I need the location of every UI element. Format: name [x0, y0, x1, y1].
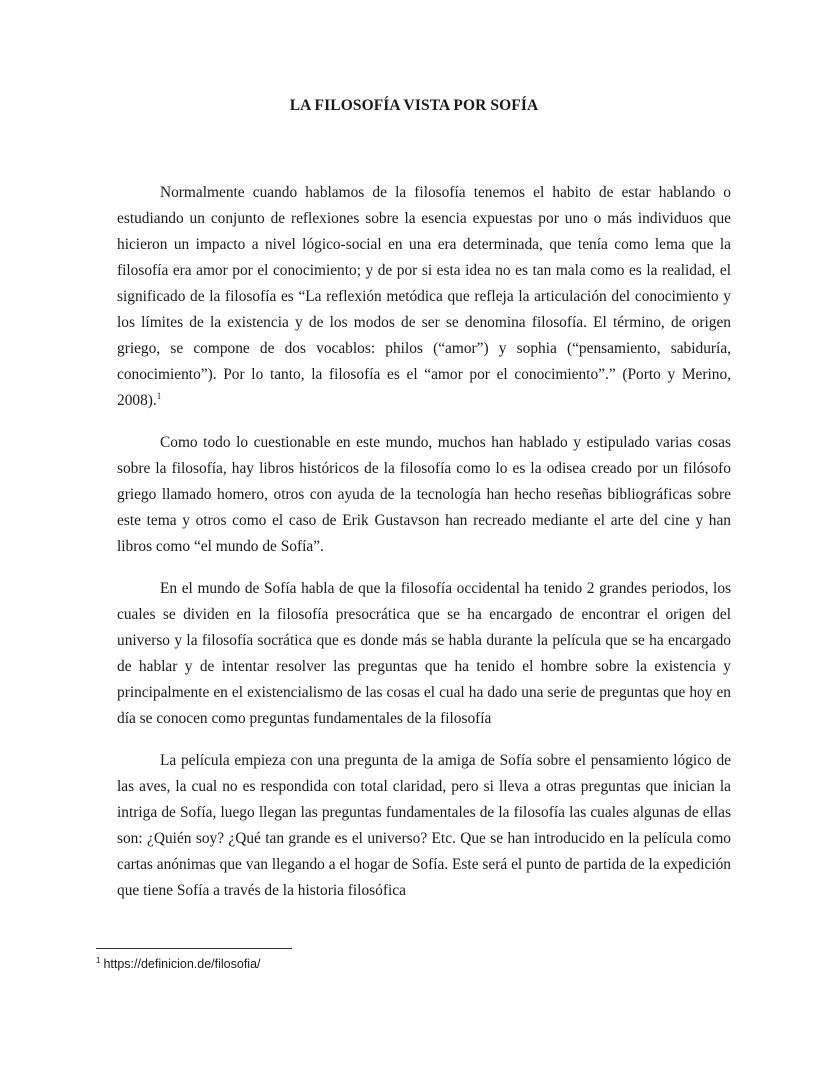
paragraph-4: La película empieza con una pregunta de la amiga de Sofía sobre el pensamiento lógico de las aves, la cual no es respondida con total claridad, pero si lleva a otras preguntas que inician la intriga de Sofía, luego llegan las preguntas fundamentales de la filosofía las cuales algunas de ellas son: ¿Quién soy? ¿Qué tan grande es el universo? Etc. Que se han introducido en la película como cartas anónimas que van llegando a el hogar de Sofía. Este será el punto de partida de la expedición que tiene Sofía a través de la historia filosófica — [117, 752, 731, 899]
paragraph-3: En el mundo de Sofía habla de que la filosofía occidental ha tenido 2 grandes periodos, los cuales se dividen en la filosofía presocrática que se ha encargado de encontrar el origen del universo y la filosofía socrática que es donde más se habla durante la película que se ha encargado de hablar y de intentar resolver las preguntas que ha tenido el hombre sobre la existencia y principalmente en el existencialismo de las cosas el cual ha dado una serie de preguntas que hoy en día se conocen como preguntas fundamentales de la filosofía — [117, 580, 731, 727]
footnote-reference[interactable]: 1 — [156, 390, 162, 401]
paragraph-1-text: Normalmente cuando hablamos de la filosofía tenemos el habito de estar hablando o estudiando un conjunto de reflexiones sobre la esencia expuestas por uno o más individuos que hicieron un impacto a nivel lógico-social en una era determinada, que tenía como lema que la filosofía era amor por el conocimiento; y de por si esta idea no es tan mala como es la realidad, el significado de la filosofía es “La reflexión metódica que refleja la articulación del conocimiento y los límites de la existencia y de los modos de ser se denomina filosofía. El término, de origen griego, se compone de dos vocablos: philos (“amor”) y sophia (“pensamiento, sabiduría, conocimiento”). Por lo tanto, la filosofía es el “amor por el conocimiento”.” (Porto y Merino, 2008). — [117, 184, 731, 409]
footnote-number: 1 — [96, 955, 101, 965]
paragraph-2: Como todo lo cuestionable en este mundo, muchos han hablado y estipulado varias cosas sobre la filosofía, hay libros históricos de la filosofía como lo es la odisea creado por un filósofo griego llamado homero, otros con ayuda de la tecnología han hecho reseñas bibliográficas sobre este tema y otros como el caso de Erik Gustavson han recreado mediante el arte del cine y han libros como “el mundo de Sofía”. — [117, 434, 731, 555]
footnote-separator — [96, 948, 292, 949]
document-body — [117, 180, 731, 904]
document-title: LA FILOSOFÍA VISTA POR SOFÍA — [289, 97, 539, 114]
footnote-link[interactable]: https://definicion.de/filosofia/ — [103, 957, 261, 971]
paragraph-1 — [117, 180, 731, 414]
footnote — [96, 957, 261, 971]
